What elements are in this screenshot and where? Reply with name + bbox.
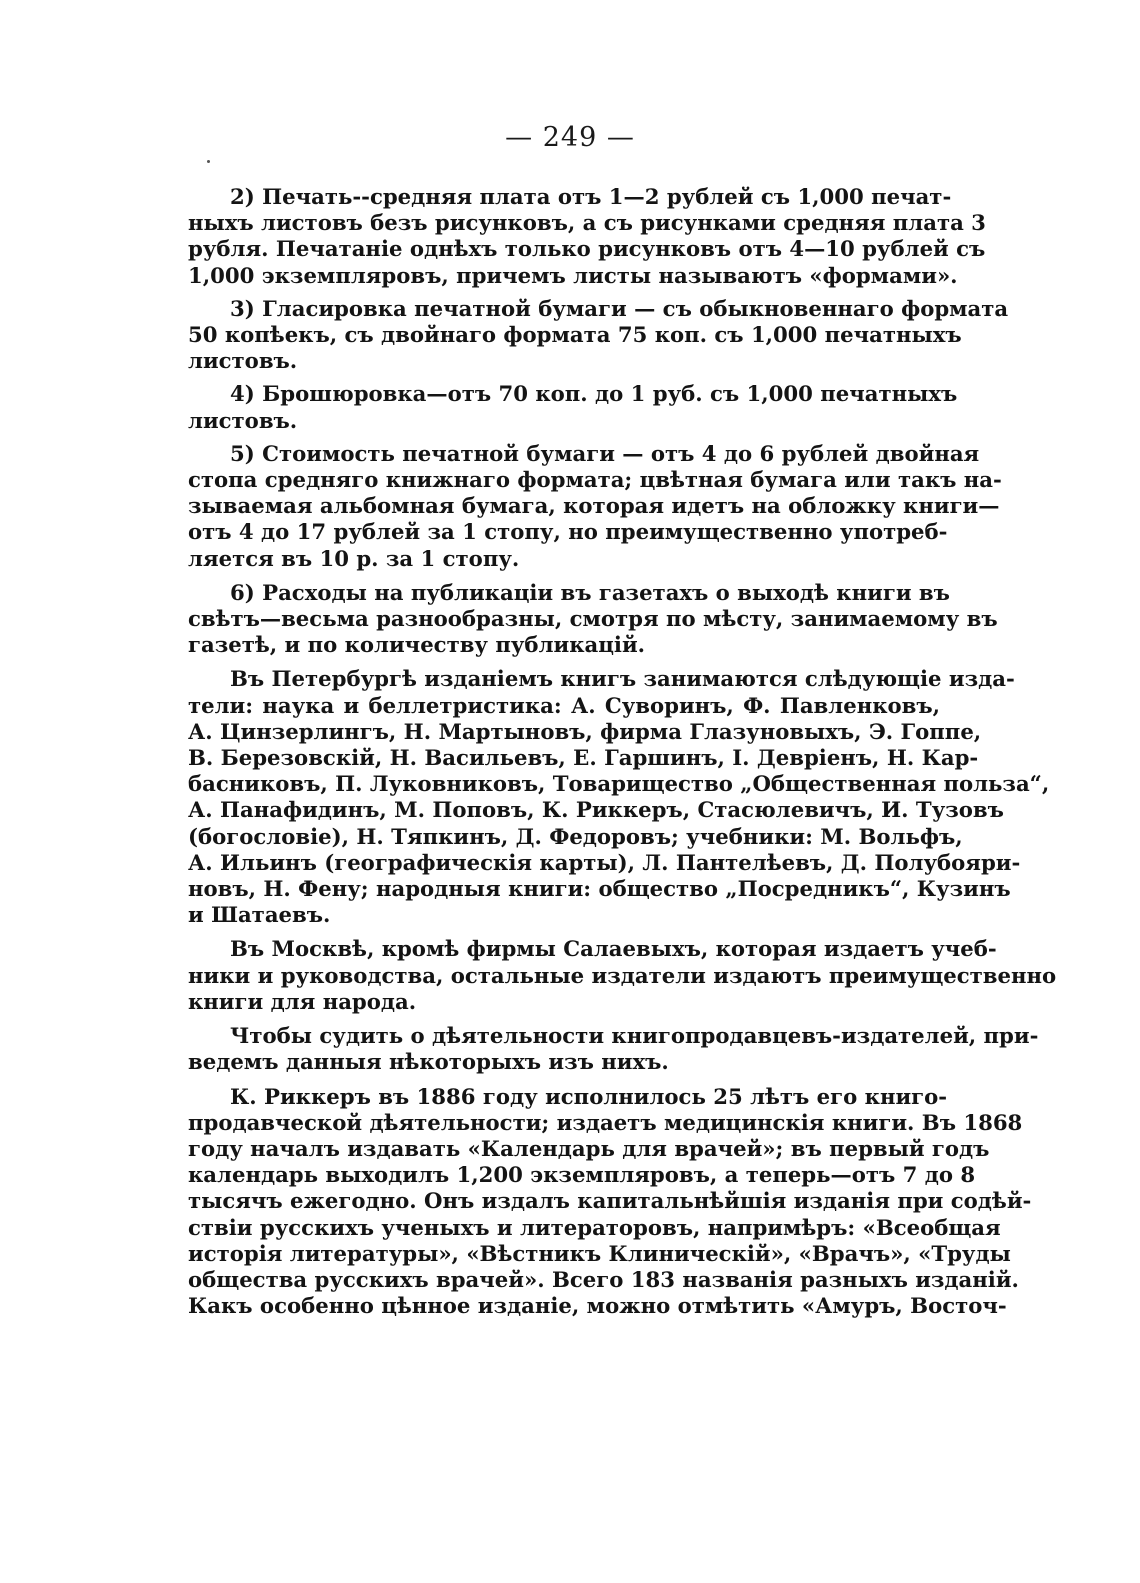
text-line: тели: наука и беллетристика: А. Суворинъ, Ф. Павленковъ, — [188, 692, 940, 718]
text-line: году началъ издавать «Календарь для врачей»; въ первый годъ — [188, 1135, 990, 1161]
paragraph — [188, 1023, 1039, 1075]
text-line: новъ, Н. Фену; народныя книги: общество „Посредникъ“, Кузинъ — [188, 876, 1011, 902]
text-line: рубля. Печатаніе однѣхъ только рисунковъ отъ 4—10 рублей съ — [188, 236, 986, 262]
text-line: 6) Расходы на публикаціи въ газетахъ о выходѣ книги въ — [230, 579, 950, 605]
text-line: А. Ильинъ (географическія карты), Л. Пантелѣевъ, Д. Полубояри- — [188, 849, 1021, 875]
text-line: ведемъ данныя нѣкоторыхъ изъ нихъ. — [188, 1049, 669, 1075]
text-line: ныхъ листовъ безъ рисунковъ, а съ рисунками средняя плата 3 — [188, 210, 986, 236]
text-line: газетѣ, и по количеству публикацій. — [188, 632, 646, 658]
text-line: А. Панафидинъ, М. Поповъ, К. Риккеръ, Стасюлевичъ, И. Тузовъ — [188, 797, 1004, 823]
paragraph — [188, 936, 1057, 1015]
text-line: Чтобы судить о дѣятельности книгопродавцевъ-издателей, при- — [230, 1023, 1039, 1049]
text-line: зываемая альбомная бумага, которая идетъ на обложку книги— — [188, 493, 1000, 519]
text-line: ляется въ 10 р. за 1 стопу. — [188, 545, 520, 571]
text-line: (богословіе), Н. Тяпкинъ, Д. Федоровъ; учебники: М. Вольфъ, — [188, 823, 963, 849]
text-line: календарь выходилъ 1,200 экземпляровъ, а теперь—отъ 7 до 8 — [188, 1162, 976, 1188]
text-line: 1,000 экземпляровъ, причемъ листы называютъ «формами». — [188, 262, 958, 288]
text-line: басниковъ, П. Луковниковъ, Товарищество „Общественная польза“, — [188, 771, 1050, 797]
text-line: листовъ. — [188, 348, 298, 374]
print-speck — [207, 160, 210, 163]
text-line: 50 копѣекъ, съ двойнаго формата 75 коп. съ 1,000 печатныхъ — [188, 322, 962, 348]
page-number: — 249 — — [505, 122, 635, 153]
text-line: ствіи русскихъ ученыхъ и литераторовъ, напримѣръ: «Всеобщая — [188, 1214, 1001, 1240]
paragraph — [188, 1083, 1032, 1320]
text-line: продавческой дѣятельности; издаетъ медицинскія книги. Въ 1868 — [188, 1109, 1023, 1135]
text-line: свѣтъ—весьма разнообразны, смотря по мѣсту, занимаемому въ — [188, 606, 998, 632]
text-line: и Шатаевъ. — [188, 902, 331, 928]
text-line: 3) Гласировка печатной бумаги — съ обыкновеннаго формата — [230, 295, 1009, 321]
text-line: стопа средняго книжнаго формата; цвѣтная бумага или такъ на- — [188, 467, 1002, 493]
text-line: К. Риккеръ въ 1886 году исполнилось 25 лѣтъ его книго- — [230, 1083, 948, 1109]
text-line: общества русскихъ врачей». Всего 183 названія разныхъ изданій. — [188, 1266, 1019, 1292]
text-line: 5) Стоимость печатной бумаги — отъ 4 до 6 рублей двойная — [230, 440, 980, 466]
text-line: Въ Петербургѣ изданіемъ книгъ занимаются слѣдующіе изда- — [230, 666, 1015, 692]
text-line: 2) Печать--средняя плата отъ 1—2 рублей съ 1,000 печат- — [230, 184, 952, 209]
text-line: ники и руководства, остальные издатели издаютъ преимущественно — [188, 962, 1057, 988]
text-line: Какъ особенно цѣнное изданіе, можно отмѣтить «Амуръ, Восточ- — [188, 1293, 1007, 1319]
text-line: А. Цинзерлингъ, Н. Мартыновъ, фирма Глазуновыхъ, Э. Гоппе, — [188, 718, 982, 744]
paragraph — [188, 295, 1009, 375]
paragraph — [188, 579, 998, 659]
text-line: В. Березовскій, Н. Васильевъ, Е. Гаршинъ, І. Девріенъ, Н. Кар- — [188, 745, 979, 771]
text-line: исторія литературы», «Вѣстникъ Клиническій», «Врачъ», «Труды — [188, 1240, 1011, 1266]
text-line: 4) Брошюровка—отъ 70 коп. до 1 руб. съ 1,000 печатныхъ — [230, 381, 958, 407]
text-line: листовъ. — [188, 407, 298, 433]
paragraph — [188, 440, 1002, 572]
paragraph — [188, 381, 958, 433]
text-line: книги для народа. — [188, 988, 417, 1014]
body-text — [188, 184, 1057, 1319]
text-line: тысячъ ежегодно. Онъ издалъ капитальнѣйшія изданія при содѣй- — [188, 1188, 1032, 1214]
paragraph — [188, 184, 986, 289]
text-line: отъ 4 до 17 рублей за 1 стопу, но преимущественно употреб- — [188, 519, 948, 545]
paragraph — [188, 666, 1050, 928]
text-line: Въ Москвѣ, кромѣ фирмы Салаевыхъ, которая издаетъ учеб- — [230, 936, 997, 962]
